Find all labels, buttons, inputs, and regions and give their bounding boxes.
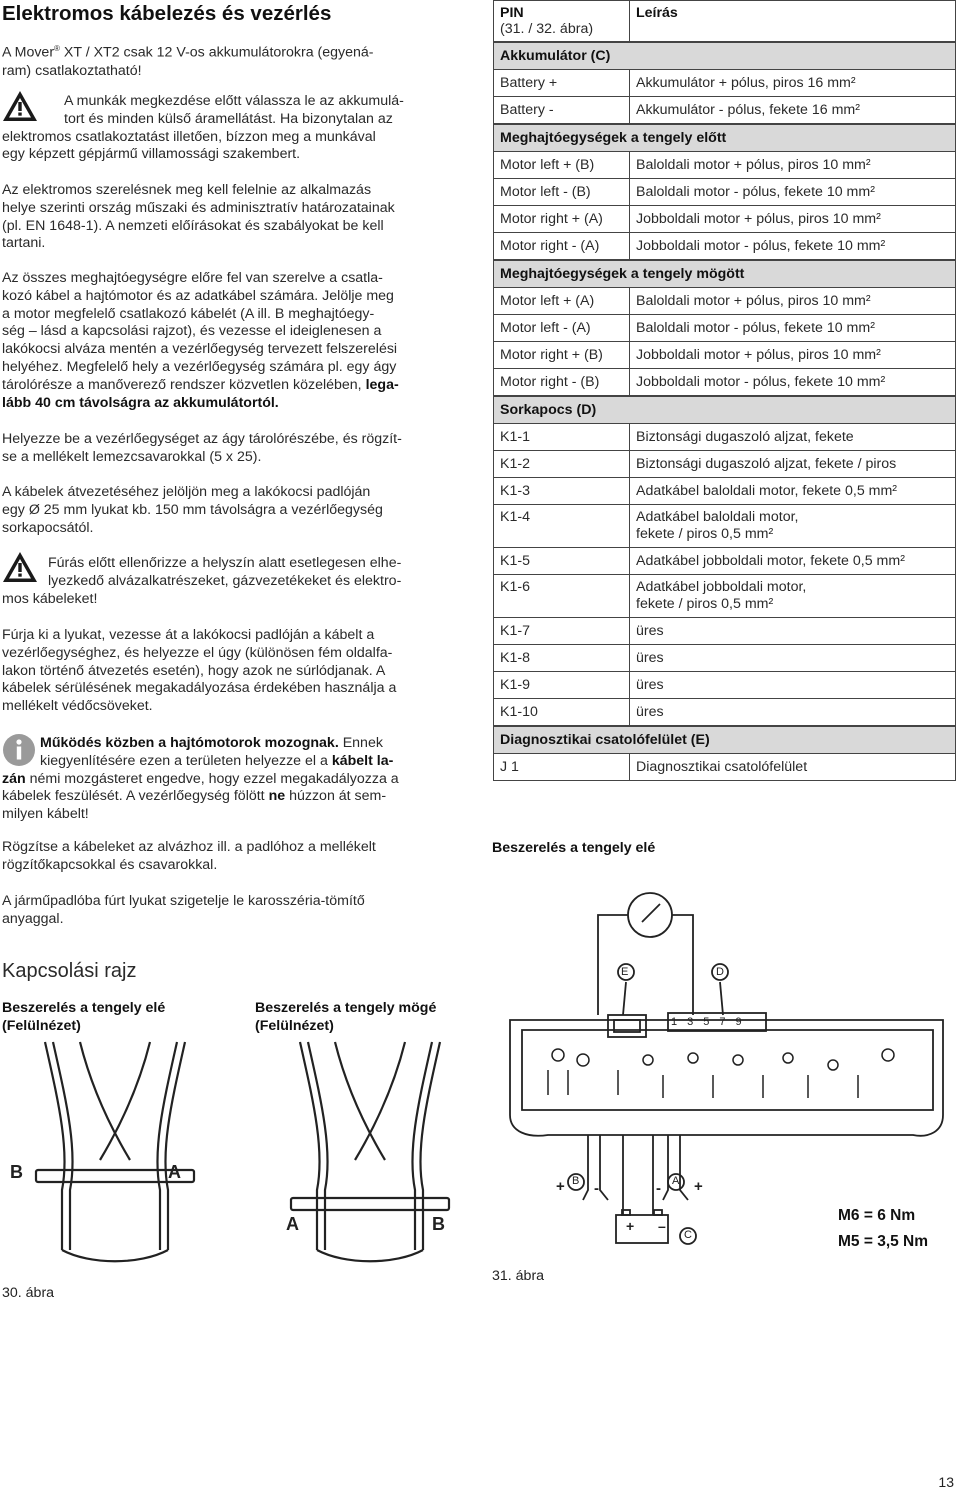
table-header-row <box>494 1 955 41</box>
bold-text: lább 40 cm távolságra az akkumulátortól. <box>2 394 279 411</box>
pin-cell: Motor right + (B) <box>494 342 630 368</box>
chassis-left <box>36 1042 194 1261</box>
desc-line: Jobboldali motor - pólus, fekete 10 mm² <box>636 237 886 254</box>
text-line: Az elektromos szerelésnek meg kell felelnie az alkalmazás <box>2 182 372 198</box>
pin-cell: Motor left + (B) <box>494 152 630 178</box>
desc-line: Baloldali motor - pólus, fekete 10 mm² <box>636 183 875 200</box>
terminal-number: 3 <box>687 1016 694 1028</box>
fig31-label-e: E <box>621 966 629 978</box>
text-line: se a mellékelt lemezcsavarokkal (5 x 25). <box>2 448 262 465</box>
fig31-label-a: A <box>672 1175 680 1187</box>
desc-line: üres <box>636 622 664 639</box>
warning1-line: tort és minden külső áramellátást. Ha bizonytalan az <box>64 110 393 127</box>
desc-cell <box>630 289 955 314</box>
text-line: Fúrja ki a lyukat, vezesse át a lakókocsi padlóján a kábelt a <box>2 627 375 643</box>
torque-specs <box>838 1203 928 1255</box>
desc-cell <box>630 425 955 450</box>
text-line: vezérlőegységhez, és helyezze el úgy (különösen fém oldalfa- <box>2 644 393 661</box>
intro-line2: ram) csatlakoztatható! <box>2 62 142 79</box>
caption-line: Beszerelés a tengely elé <box>2 1000 166 1016</box>
torque-m6: M6 = 6 Nm <box>838 1207 916 1224</box>
text-line: kozó kábel a hajtómotor és az adatkábel számára. Jelölje meg <box>2 287 394 304</box>
text-line: tartani. <box>2 235 46 252</box>
table-row <box>494 69 955 96</box>
text-line: kábelek sérülésének megakadályozása érdekében használja a <box>2 680 397 697</box>
page-title: Elektromos kábelezés és vezérlés <box>2 2 332 25</box>
desc-line: Baloldali motor - pólus, fekete 10 mm² <box>636 319 875 336</box>
table-row <box>494 287 955 314</box>
text-line: anyaggal. <box>2 910 64 927</box>
text-line: A járműpadlóba fúrt lyukat szigetelje le karosszéria-tömítő <box>2 893 365 909</box>
desc-line: Biztonsági dugaszoló aljzat, fekete / piros <box>636 455 897 472</box>
drill-paragraph <box>2 627 468 716</box>
fig31-label-d: D <box>716 966 724 978</box>
bold-text: Működés közben a hajtómotorok mozognak. <box>40 735 339 751</box>
bold-text: zán <box>2 770 26 787</box>
desc-line: Akkumulátor + pólus, piros 16 mm² <box>636 74 856 91</box>
desc-line: fekete / piros 0,5 mm² <box>636 526 774 542</box>
desc-line: Biztonsági dugaszoló aljzat, fekete <box>636 428 854 445</box>
pin-cell: Motor left - (B) <box>494 179 630 205</box>
pin-cell: K1-6 <box>494 575 630 617</box>
desc-line: Baloldali motor + pólus, piros 10 mm² <box>636 156 871 173</box>
desc-cell <box>630 71 955 96</box>
desc-line: Jobboldali motor + pólus, piros 10 mm² <box>636 210 881 227</box>
pin-cell: K1-7 <box>494 618 630 644</box>
fig31-figure-label: 31. ábra <box>492 1268 545 1284</box>
terminal-numbers <box>671 1016 742 1028</box>
desc-cell <box>630 370 955 395</box>
table-section-header: Meghajtóegységek a tengely előtt <box>494 123 955 151</box>
table-row <box>494 671 955 698</box>
desc-cell <box>630 207 955 232</box>
desc-line: Adatkábel jobboldali motor, fekete 0,5 mm² <box>636 552 905 569</box>
text-span: kábelek feszülését. A vezérlőegység fölött <box>2 788 269 805</box>
terminal-number: 5 <box>703 1016 710 1028</box>
polarity-plus: + <box>694 1178 703 1195</box>
table-section-header: Meghajtóegységek a tengely mögött <box>494 259 955 287</box>
header-pin-cell <box>494 1 630 41</box>
desc-line: Jobboldali motor - pólus, fekete 10 mm² <box>636 373 886 390</box>
desc-cell <box>630 180 955 205</box>
terminal-number: 7 <box>719 1016 726 1028</box>
fig30-label-a2: A <box>286 1214 299 1234</box>
text-line: Helyezze be a vezérlőegységet az ágy tárolórészébe, és rögzít- <box>2 431 402 447</box>
text-line: milyen kábelt! <box>2 806 89 823</box>
table-row <box>494 178 955 205</box>
caption-line: (Felülnézet) <box>2 1017 81 1034</box>
text-line: lakon történő átvezetés esetén), hogy azok ne súrlódjanak. A <box>2 662 386 679</box>
text-line: helyéhez. Megfelelő hely a vezérlőegység számára pl. egy ágy <box>2 358 397 375</box>
pin-cell: K1-4 <box>494 505 630 547</box>
desc-cell <box>630 316 955 341</box>
header-desc-cell <box>630 1 955 26</box>
desc-line: Adatkábel baloldali motor, fekete 0,5 mm² <box>636 482 898 499</box>
mount-paragraph <box>2 431 468 467</box>
pin-cell: Battery + <box>494 70 630 96</box>
table-row <box>494 205 955 232</box>
desc-line: Adatkábel baloldali motor, <box>636 509 799 525</box>
fig31-heading: Beszerelés a tengely elé <box>492 840 656 856</box>
header-pin: PIN <box>500 5 524 21</box>
fig31-label-c: C <box>684 1229 692 1241</box>
table-row <box>494 477 955 504</box>
header-desc: Leírás <box>636 5 678 21</box>
terminal-number: 1 <box>671 1016 678 1028</box>
table-section-header: Akkumulátor (C) <box>494 41 955 69</box>
text-line: a motor megfelelő csatlakozó kábelét (A ill. B meghajtóegy- <box>2 305 375 322</box>
pin-cell: Motor right - (A) <box>494 233 630 259</box>
registered-mark: ® <box>54 44 60 53</box>
desc-cell <box>630 646 955 671</box>
table-row <box>494 547 955 574</box>
battery-minus: – <box>658 1218 666 1234</box>
caption-line: Beszerelés a tengely mögé <box>255 1000 437 1016</box>
intro-paragraph <box>2 40 468 80</box>
table-row <box>494 423 955 450</box>
bold-text: lega- <box>361 376 399 393</box>
battery-plus: + <box>626 1218 635 1234</box>
text-line: lakókocsi alváza mentén a vezérlőegység tervezett felszerelési <box>2 341 398 358</box>
wiring-heading: Kapcsolási rajz <box>2 960 137 982</box>
desc-line: Akkumulátor - pólus, fekete 16 mm² <box>636 101 860 118</box>
polarity-minus: - <box>594 1180 599 1197</box>
desc-cell <box>630 153 955 178</box>
warning-text-1 <box>2 93 468 164</box>
pin-cell: K1-10 <box>494 699 630 725</box>
table-row <box>494 96 955 123</box>
desc-cell <box>630 98 955 123</box>
header-pin-sub: (31. / 32. ábra) <box>500 21 594 37</box>
desc-cell <box>630 549 955 574</box>
hole-paragraph <box>2 484 468 537</box>
warning2-line: mos kábeleket! <box>2 590 98 607</box>
desc-line: Diagnosztikai csatolófelület <box>636 758 808 775</box>
desc-line: Adatkábel jobboldali motor, <box>636 579 807 595</box>
text-line: tárolórésze a manőverező rendszer közvetlen közelében, <box>2 376 362 393</box>
pin-cell: Motor left - (A) <box>494 315 630 341</box>
pin-cell: K1-9 <box>494 672 630 698</box>
desc-line: Baloldali motor + pólus, piros 10 mm² <box>636 292 871 309</box>
terminal-number: 9 <box>735 1016 742 1028</box>
chassis-right <box>291 1042 449 1261</box>
caption-line: (Felülnézet) <box>255 1017 334 1034</box>
pin-cell: K1-1 <box>494 424 630 450</box>
table-row <box>494 504 955 547</box>
fig30-drawing <box>0 1040 470 1300</box>
fig30-label-a1: A <box>168 1162 181 1182</box>
table-row <box>494 368 955 395</box>
table-row <box>494 151 955 178</box>
drive-paragraph <box>2 270 468 412</box>
text-span: kiegyenlítésére ezen a területen helyezze el a <box>40 752 332 769</box>
desc-cell <box>630 700 955 725</box>
fig30-caption-rear <box>255 1000 436 1036</box>
desc-cell <box>630 619 955 644</box>
desc-cell <box>630 673 955 698</box>
desc-line: fekete / piros 0,5 mm² <box>636 596 774 612</box>
text-line: ség – lásd a kapcsolási rajzot), és vezesse el ideiglenesen a <box>2 323 382 340</box>
text-span: Ennek <box>338 735 383 751</box>
desc-cell <box>630 234 955 259</box>
pin-cell: K1-5 <box>494 548 630 574</box>
torque-m5: M5 = 3,5 Nm <box>838 1233 929 1250</box>
text-line: egy Ø 25 mm lyukat kb. 150 mm távolságra a vezérlőegység <box>2 501 383 518</box>
table-row <box>494 753 955 780</box>
regulations-paragraph <box>2 182 468 253</box>
desc-line: üres <box>636 703 664 720</box>
table-row <box>494 341 955 368</box>
pin-cell: J 1 <box>494 754 630 780</box>
desc-cell <box>630 452 955 477</box>
bold-text: kábelt la- <box>331 752 394 769</box>
text-line: A kábelek átvezetéséhez jelöljön meg a lakókocsi padlóján <box>2 484 371 500</box>
polarity-plus: + <box>556 1178 565 1195</box>
fig30-caption-front <box>2 1000 165 1036</box>
table-section-header: Sorkapocs (D) <box>494 395 955 423</box>
desc-line: Jobboldali motor + pólus, piros 10 mm² <box>636 346 881 363</box>
intro-rest: XT / XT2 csak 12 V-os akkumulátorokra (egyená- <box>59 44 374 61</box>
table-row <box>494 232 955 259</box>
pin-cell: Battery - <box>494 97 630 123</box>
table-row <box>494 574 955 617</box>
text-line: Rögzítse a kábeleket az alvázhoz ill. a padlóhoz a mellékelt <box>2 839 376 855</box>
warning-text-2 <box>2 555 468 608</box>
table-section-header: Diagnosztikai csatolófelület (E) <box>494 725 955 753</box>
table-row <box>494 314 955 341</box>
pin-cell: K1-2 <box>494 451 630 477</box>
control-unit <box>510 1020 943 1136</box>
text-line: (pl. EN 1648-1). A nemzeti előírásokat és szabályokat be kell <box>2 217 384 234</box>
desc-cell <box>630 343 955 368</box>
text-span: húzzon át sem- <box>285 788 387 805</box>
text-line: helye szerinti ország műszaki és adminisztratív határozatainak <box>2 199 395 216</box>
pin-cell: Motor right - (B) <box>494 369 630 395</box>
desc-cell <box>630 505 955 547</box>
desc-line: üres <box>636 649 664 666</box>
text-line: rögzítőkapcsokkal és csavarokkal. <box>2 856 218 873</box>
warning2-line: lyezkedő alvázalkatrészeket, gázvezetékeket és elektro- <box>48 572 402 589</box>
fix-paragraph <box>2 839 468 875</box>
table-row <box>494 644 955 671</box>
desc-line: üres <box>636 676 664 693</box>
bold-text: ne <box>268 788 286 805</box>
desc-cell <box>630 755 955 780</box>
fig31-label-b: B <box>572 1175 580 1187</box>
fig30-figure-label: 30. ábra <box>2 1285 55 1301</box>
fig30-label-b2: B <box>432 1214 445 1234</box>
page-number: 13 <box>938 1474 954 1490</box>
pin-cell: K1-3 <box>494 478 630 504</box>
pin-table <box>493 0 956 781</box>
info-paragraph <box>2 735 468 824</box>
table-row <box>494 617 955 644</box>
text-line: Az összes meghajtóegységre előre fel van szerelve a csatla- <box>2 270 383 286</box>
seal-paragraph <box>2 893 468 929</box>
text-line: mellékelt védőcsöveket. <box>2 698 153 715</box>
polarity-minus: - <box>656 1180 661 1197</box>
fig30-label-b1: B <box>10 1162 23 1182</box>
text-line: sorkapocsától. <box>2 519 94 536</box>
text-span: némi mozgásteret engedve, hogy ezzel megakadályozza a <box>25 770 399 787</box>
pin-cell: Motor right + (A) <box>494 206 630 232</box>
warning1-line: A munkák megkezdése előtt válassza le az akkumulá- <box>64 93 404 109</box>
warning1-line: egy képzett gépjármű villamossági szakembert. <box>2 146 301 163</box>
warning2-line: Fúrás előtt ellenőrizze a helyszín alatt esetlegesen elhe- <box>48 555 402 571</box>
desc-cell <box>630 479 955 504</box>
table-row <box>494 698 955 725</box>
pin-cell: K1-8 <box>494 645 630 671</box>
intro-prefix: A Mover <box>2 44 55 61</box>
warning1-line: elektromos csatlakoztatást illetően, bízzon meg a munkával <box>2 128 376 145</box>
desc-cell <box>630 575 955 617</box>
pin-cell: Motor left + (A) <box>494 288 630 314</box>
table-row <box>494 450 955 477</box>
